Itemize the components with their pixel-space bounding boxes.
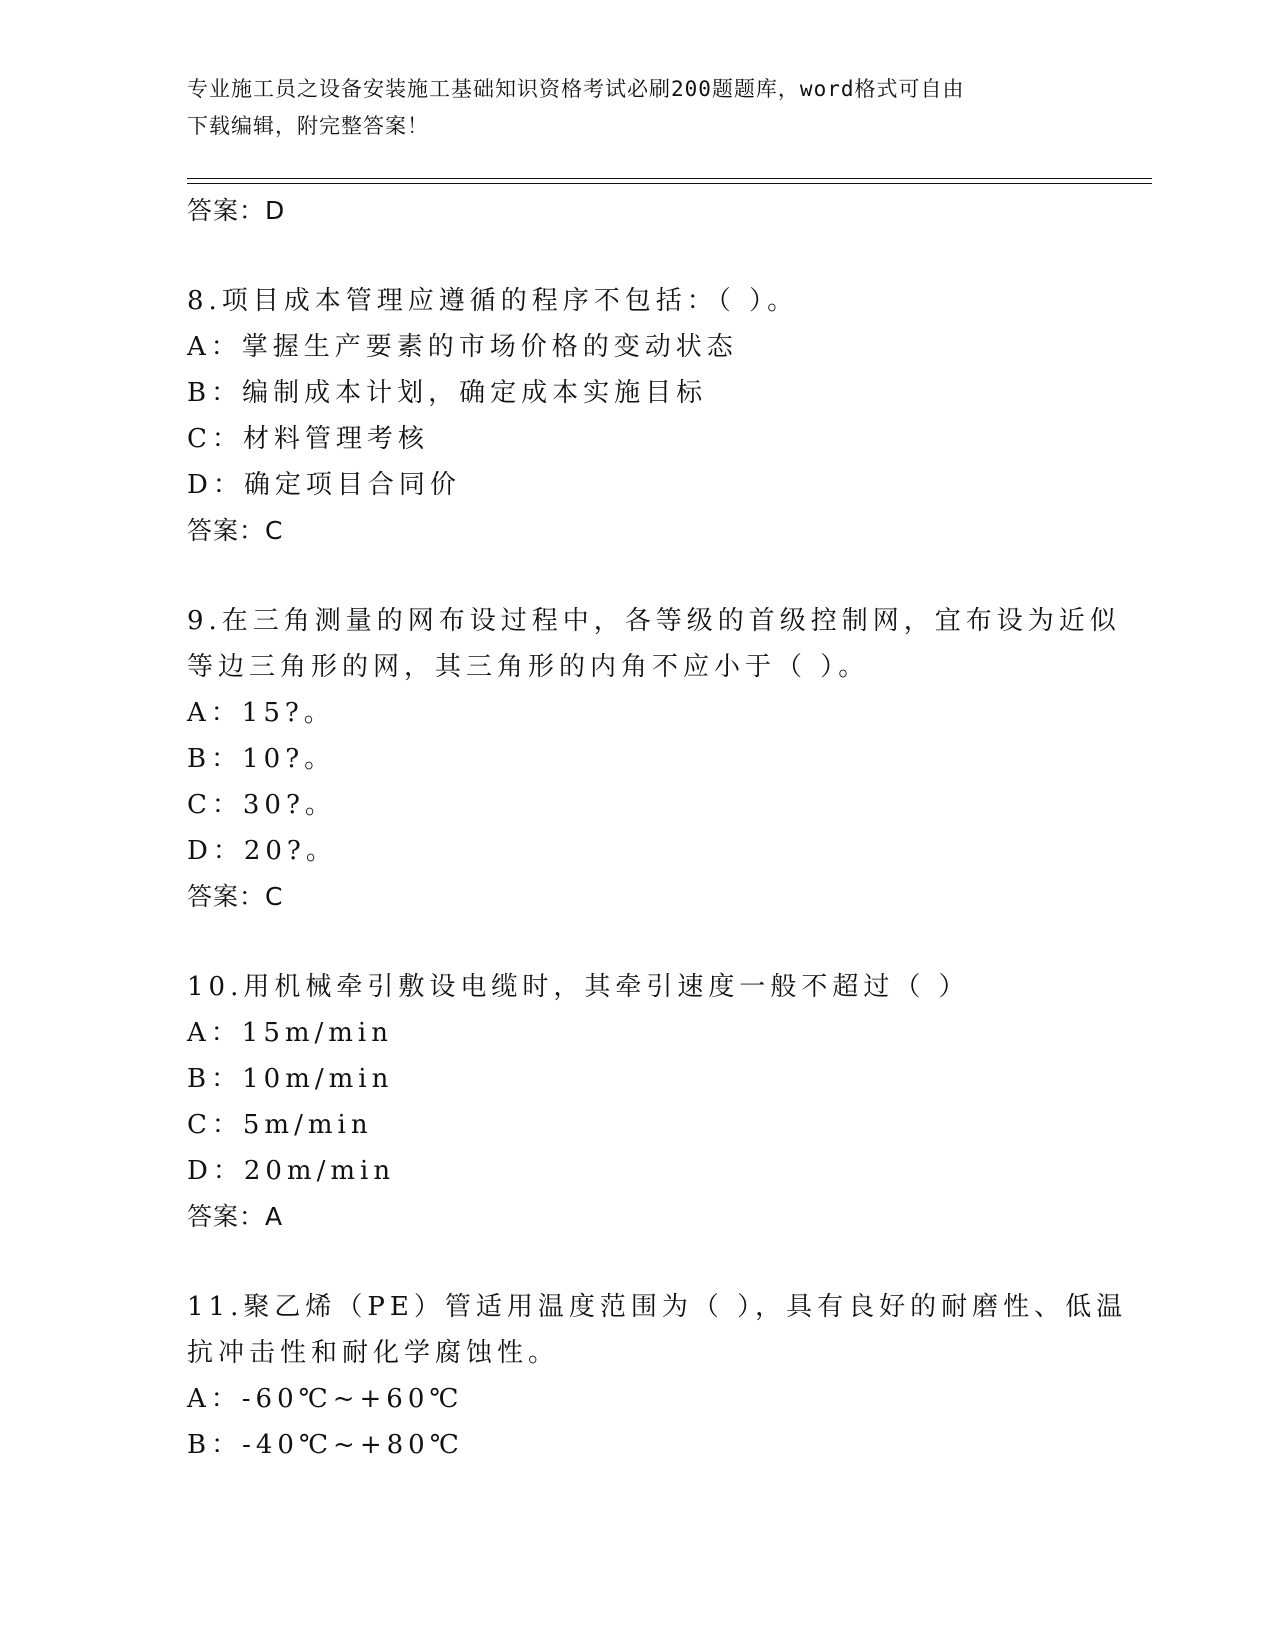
document-header	[187, 71, 1067, 145]
question-text-continued: 等边三角形的网，其三角形的内角不应小于（ ）。	[187, 652, 870, 682]
option-b: B：编制成本计划，确定成本实施目标	[187, 378, 708, 408]
option-c: C：5m/min	[187, 1110, 373, 1140]
question-block	[187, 598, 1121, 920]
question-text: 11.聚乙烯（PE）管适用温度范围为（ ），具有良好的耐磨性、低温	[187, 1292, 1128, 1322]
option-a: A：15?。	[187, 698, 335, 728]
option-a: A：掌握生产要素的市场价格的变动状态	[187, 332, 738, 362]
option-b: B：-40℃~+80℃	[187, 1430, 464, 1460]
header-rule-top	[187, 178, 1152, 179]
question-block	[187, 964, 1087, 1240]
header-rule-bottom	[187, 183, 1152, 184]
option-c: C：30?。	[187, 790, 336, 820]
option-a: A：-60℃~+60℃	[187, 1384, 464, 1414]
question-block	[187, 1284, 1128, 1468]
option-b: B：10?。	[187, 744, 336, 774]
option-a: A：15m/min	[187, 1018, 393, 1048]
answer-line: 答案：D	[187, 196, 286, 225]
document-body	[187, 188, 1128, 1468]
question-block	[187, 278, 1087, 554]
answer-line: 答案：A	[187, 1202, 284, 1231]
option-c: C：材料管理考核	[187, 424, 429, 454]
option-d: D：20?。	[187, 836, 337, 866]
answer-line: 答案：C	[187, 516, 284, 545]
option-d: D：20m/min	[187, 1156, 396, 1186]
answer-line: 答案：C	[187, 882, 284, 911]
header-line-1: 专业施工员之设备安装施工基础知识资格考试必刷200题题库，word格式可自由	[187, 77, 965, 101]
header-line-2: 下载编辑，附完整答案！	[187, 114, 429, 138]
option-d: D：确定项目合同价	[187, 470, 461, 500]
option-b: B：10m/min	[187, 1064, 394, 1094]
question-text-continued: 抗冲击性和耐化学腐蚀性。	[187, 1338, 560, 1368]
question-text: 10.用机械牵引敷设电缆时，其牵引速度一般不超过（ ）	[187, 972, 970, 1002]
question-text: 9.在三角测量的网布设过程中，各等级的首级控制网，宜布设为近似	[187, 606, 1121, 636]
question-text: 8.项目成本管理应遵循的程序不包括：（ ）。	[187, 286, 799, 316]
